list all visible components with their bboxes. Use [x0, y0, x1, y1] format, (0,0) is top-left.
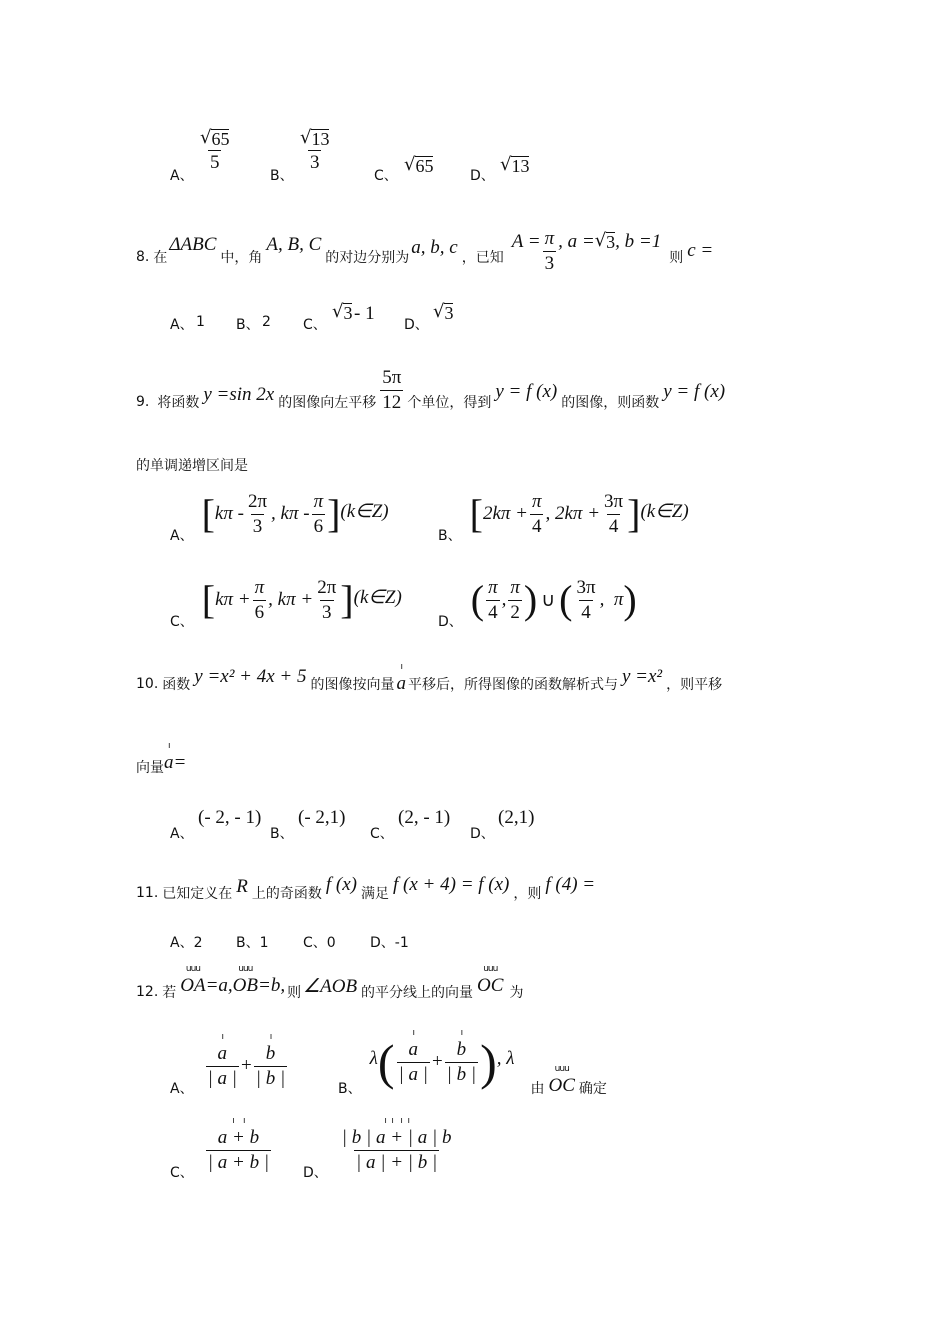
- q8-options: A、 1 B、 2 C、 √ 3 - 1 D、 √ 3: [170, 301, 454, 333]
- q9-option-d: D、 ( $\frac{\pi}{4}$ , $\frac{\pi}{2}$ ) ∪ ( $\frac{3\pi}{4}$ , π ): [438, 576, 637, 630]
- q9-stem-line2: 的单调递增区间是: [136, 458, 248, 474]
- vector-a: ı a: [164, 741, 174, 773]
- q12-option-a: A、 ı a | a | + ı b | b |: [170, 1031, 286, 1097]
- q9-option-a: A、 [ kπ - $\frac{2\pi}{3}$ , kπ - $\frac{\pi}{6}$ ] (k∈Z): [170, 490, 389, 544]
- option-label: A、: [170, 168, 194, 184]
- q9-option-c: C、 [ kπ + $\frac{\pi}{6}$ , kπ + $\frac{2\pi}{3}$ ] (k∈Z): [170, 576, 402, 630]
- q12-option-d: D、 ı ı ı ı | b | a + | a | b | a | + | b |: [303, 1115, 452, 1181]
- fraction: $\frac{\pi}{3}$: [544, 227, 555, 274]
- vector-oc: uuu OC: [548, 1064, 575, 1096]
- vector-a: ı a: [396, 662, 406, 694]
- q11-stem: 11. 已知定义在 R 上的奇函数 f (x) 满足 f (x + 4) = f (x) ，则 f (4) =: [136, 874, 596, 902]
- fraction: √ 65 5: [200, 127, 230, 173]
- vector-oa: uuu OA: [180, 964, 206, 996]
- fraction: √ 13 3: [300, 127, 330, 173]
- vector-oc: uuu OC: [477, 964, 504, 996]
- q8-stem: 8. 在 ΔABC 中，角 A, B, C 的对边分别为 a, b, c ，已知 A = $\frac{\pi}{3}$ , a = √ 3 , b =1 则 c =: [136, 227, 714, 274]
- q10-stem: 10. 函数 y =x² + 4x + 5 的图像按向量 ı a 平移后，所得图像的函数解析式与 y =x² ，则平移: [136, 662, 723, 694]
- q10-options: A、 (- 2, - 1) B、 (- 2,1) C、 (2, - 1) D、 (2,1): [170, 807, 535, 842]
- q12-option-c: C、 ı ı a + b | a + b |: [170, 1115, 270, 1181]
- q9-option-b: B、 [ 2kπ + $\frac{\pi}{4}$ , 2kπ + $\frac{3\pi}{4}$ ] (k∈Z): [438, 490, 689, 544]
- q12-stem: 12. 若 uuu OA =a, uuu OB =b, 则 ∠AOB 的平分线上的向量 uuu OC 为: [136, 964, 524, 1001]
- q11-options: A、2 B、1 C、0 D、-1: [170, 935, 409, 951]
- fraction: $\frac{5\pi}{12}$: [382, 366, 402, 413]
- q10-stem-line2: 向量 ı a =: [136, 741, 187, 776]
- q12-option-b: B、 λ ( ı a | a | + ı b | b | ) , λ 由 uuu OC 确定: [338, 1027, 607, 1097]
- q9-stem: 9. 将函数 y =sin 2x 的图像向左平移 $\frac{5\pi}{12}$ 个单位，得到 y = f (x) 的图像，则函数 y = f (x): [136, 366, 726, 413]
- vector-ob: uuu OB: [232, 964, 258, 996]
